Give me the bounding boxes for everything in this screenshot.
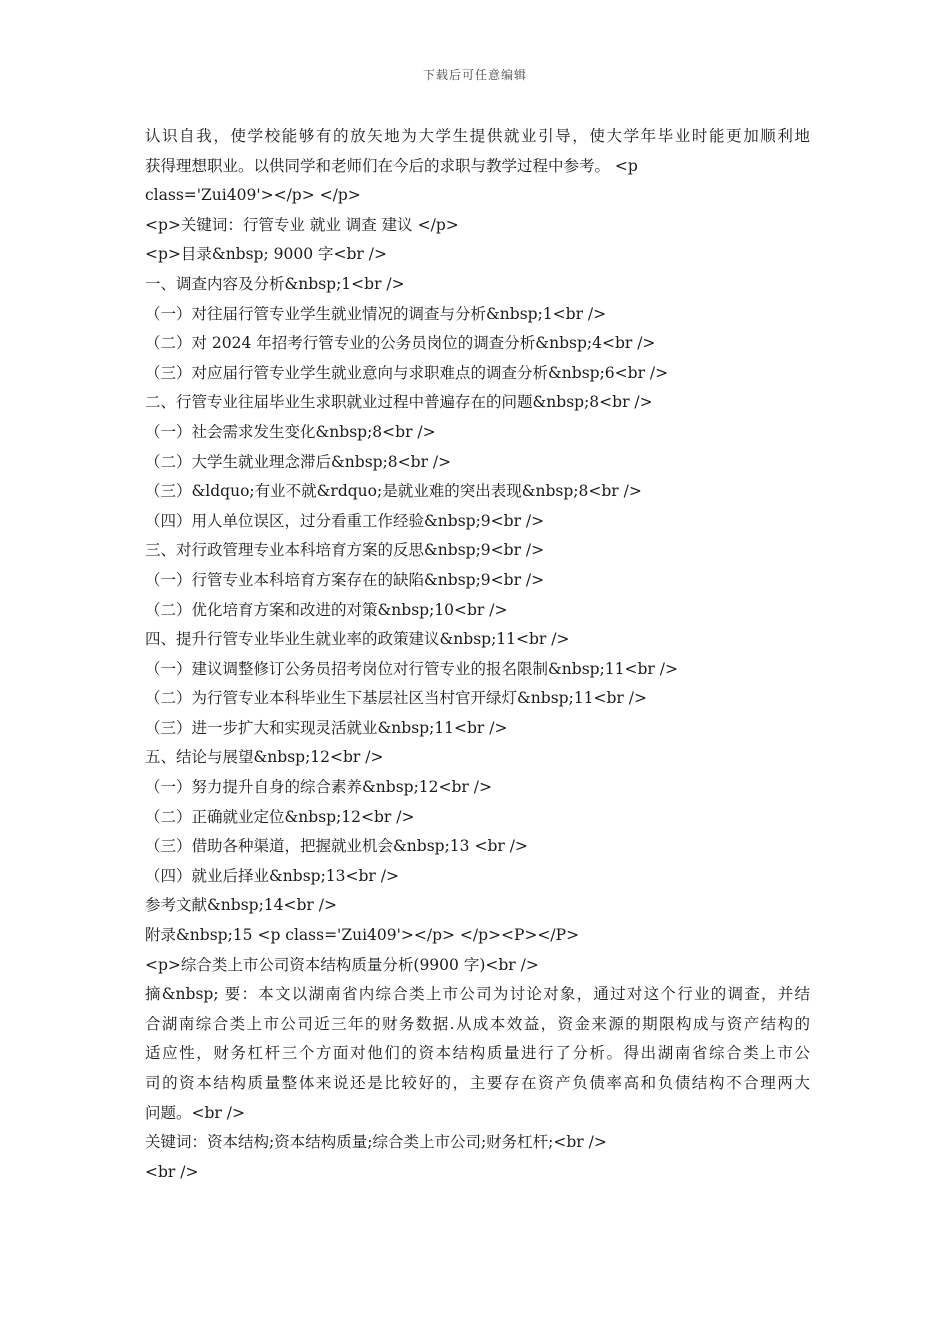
text-line: （一）努力提升自身的综合素养&nbsp;12<br /> bbox=[145, 778, 492, 797]
text-line: （二）正确就业定位&nbsp;12<br /> bbox=[145, 807, 415, 826]
text-line: （一）对往届行管专业学生就业情况的调查与分析&nbsp;1<br /> bbox=[145, 304, 607, 323]
text-line: （四）用人单位误区，过分看重工作经验&nbsp;9<br /> bbox=[145, 511, 545, 530]
text-line: 附录&nbsp;15 <p class='Zui409'></p> </p><P></P> bbox=[145, 926, 580, 945]
text-line: 适应性，财务杠杆三个方面对他们的资本结构质量进行了分析。得出湖南省综合类上市公 bbox=[145, 1044, 810, 1063]
text-line: class='Zui409'></p> </p> bbox=[145, 186, 361, 205]
text-line: （二）对 2024 年招考行管专业的公务员岗位的调查分析&nbsp;4<br /> bbox=[145, 334, 656, 353]
text-line: （四）就业后择业&nbsp;13<br /> bbox=[145, 866, 399, 885]
text-line: 问题。<br /> bbox=[145, 1103, 245, 1122]
document-body bbox=[145, 122, 810, 1187]
text-line: （二）大学生就业理念滞后&nbsp;8<br /> bbox=[145, 452, 452, 471]
text-line: <p>目录&nbsp; 9000 字<br /> bbox=[145, 245, 387, 264]
text-line: （一）建议调整修订公务员招考岗位对行管专业的报名限制&nbsp;11<br /> bbox=[145, 659, 678, 678]
text-line: <p>关键词：行管专业 就业 调查 建议 </p> bbox=[145, 215, 459, 234]
text-line: （三）进一步扩大和实现灵活就业&nbsp;11<br /> bbox=[145, 718, 508, 737]
text-line: （一）社会需求发生变化&nbsp;8<br /> bbox=[145, 422, 436, 441]
text-line: 五、结论与展望&nbsp;12<br /> bbox=[145, 748, 384, 767]
text-line: 一、调查内容及分析&nbsp;1<br /> bbox=[145, 274, 405, 293]
text-line: 摘&nbsp; 要：本文以湖南省内综合类上市公司为讨论对象，通过对这个行业的调查，并结 bbox=[145, 985, 810, 1004]
text-line: （三）借助各种渠道，把握就业机会&nbsp;13 <br /> bbox=[145, 837, 528, 856]
text-line: （三）对应届行管专业学生就业意向与求职难点的调查分析&nbsp;6<br /> bbox=[145, 363, 669, 382]
text-line: （一）行管专业本科培育方案存在的缺陷&nbsp;9<br /> bbox=[145, 570, 545, 589]
text-line: 合湖南综合类上市公司近三年的财务数据.从成本效益，资金来源的期限构成与资产结构的 bbox=[145, 1014, 810, 1033]
text-line: 关键词：资本结构;资本结构质量;综合类上市公司;财务杠杆;<br /> bbox=[145, 1133, 607, 1152]
text-line: 参考文献&nbsp;14<br /> bbox=[145, 896, 337, 915]
text-line: （二）为行管专业本科毕业生下基层社区当村官开绿灯&nbsp;11<br /> bbox=[145, 689, 647, 708]
text-line: <br /> bbox=[145, 1162, 199, 1181]
text-line: <p>综合类上市公司资本结构质量分析(9900 字)<br /> bbox=[145, 955, 539, 974]
text-line: （三）&ldquo;有业不就&rdquo;是就业难的突出表现&nbsp;8<br /> bbox=[145, 482, 642, 501]
page-header: 下载后可任意编辑 bbox=[422, 68, 527, 82]
text-line: 司的资本结构质量整体来说还是比较好的，主要存在资产负债率高和负债结构不合理两大 bbox=[145, 1074, 810, 1092]
text-line: （二）优化培育方案和改进的对策&nbsp;10<br /> bbox=[145, 600, 508, 619]
text-line: 四、提升行管专业毕业生就业率的政策建议&nbsp;11<br /> bbox=[145, 630, 570, 649]
text-line: 二、行管专业往届毕业生求职就业过程中普遍存在的问题&nbsp;8<br /> bbox=[145, 393, 653, 412]
text-line: 获得理想职业。以供同学和老师们在今后的求职与教学过程中参考。 <p bbox=[145, 156, 638, 175]
text-line: 三、对行政管理专业本科培育方案的反思&nbsp;9<br /> bbox=[145, 541, 545, 560]
text-line: 认识自我，使学校能够有的放矢地为大学生提供就业引导，使大学年毕业时能更加顺利地 bbox=[145, 127, 810, 145]
